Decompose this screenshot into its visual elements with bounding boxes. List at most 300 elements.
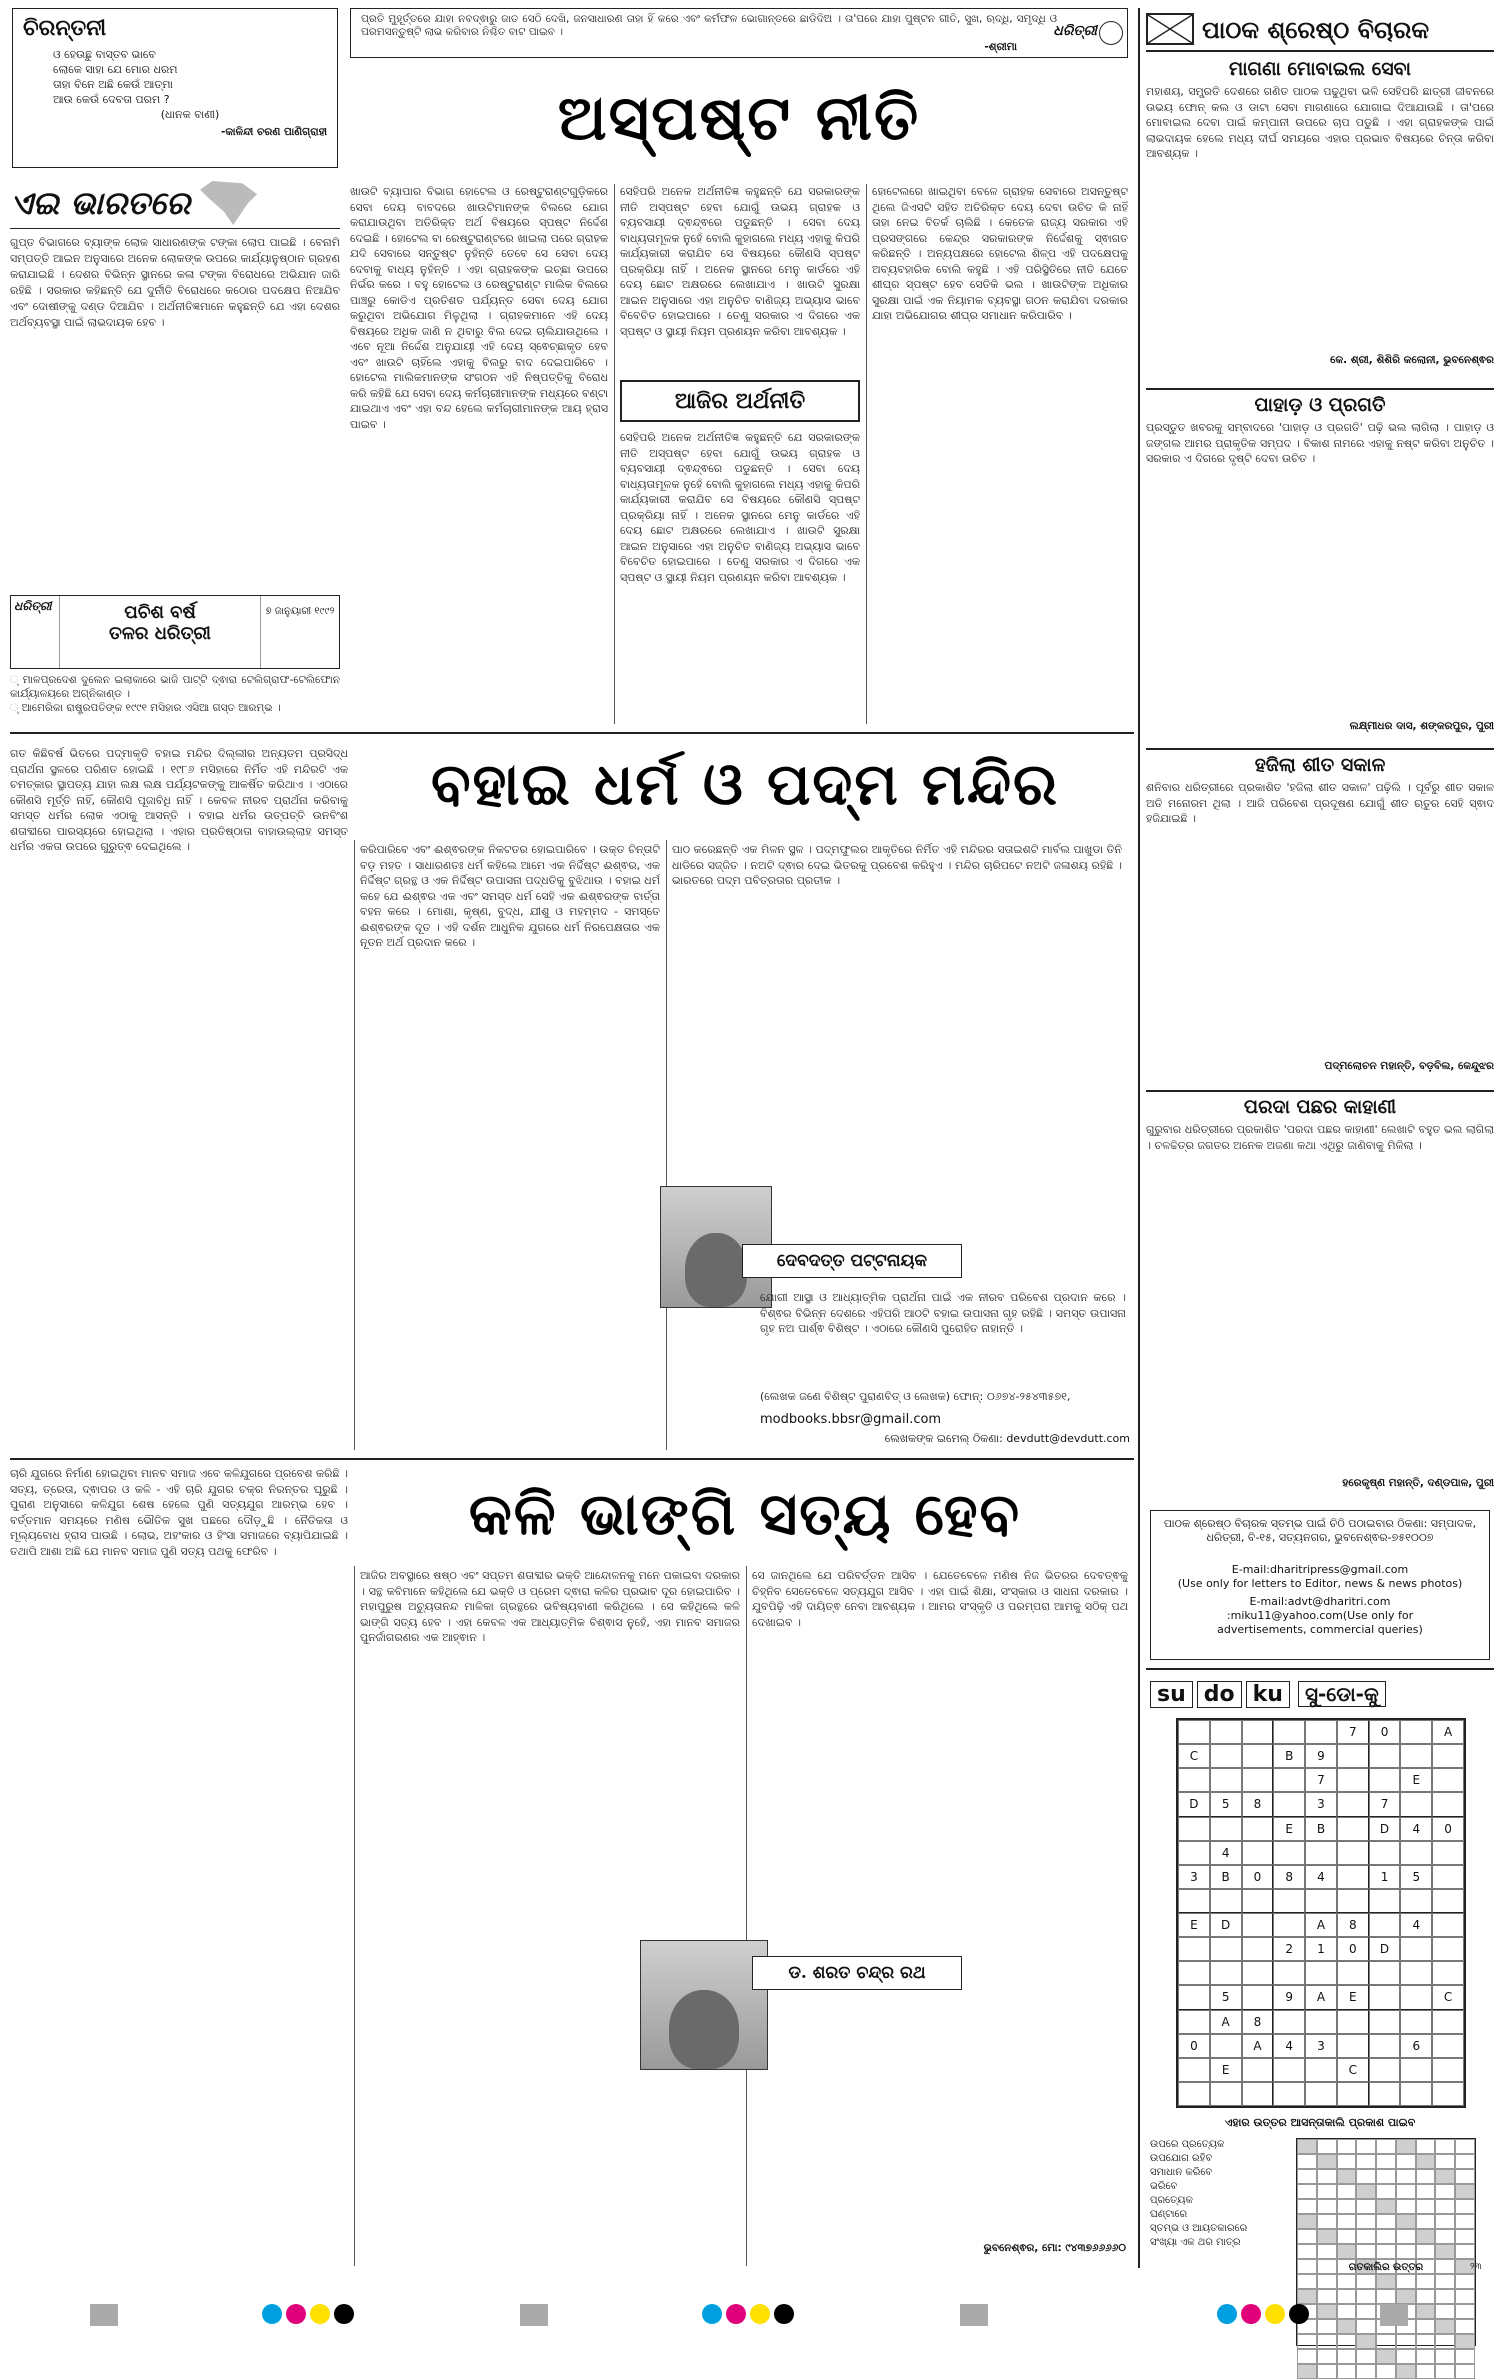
answer-cell <box>1416 2169 1436 2184</box>
quote-line: ଓ ହେଉଛୁ ବାସ୍ତବ ଭାବେ <box>53 48 156 61</box>
answer-cell <box>1376 2274 1396 2289</box>
answer-cell <box>1376 2184 1396 2199</box>
sudoku-cell[interactable]: 4 <box>1400 1817 1432 1841</box>
sudoku-cell[interactable] <box>1337 1792 1369 1816</box>
sudoku-cell[interactable] <box>1432 1792 1464 1816</box>
sudoku-cell[interactable] <box>1178 1841 1210 1865</box>
sudoku-cell[interactable] <box>1400 1937 1432 1961</box>
sudoku-cell[interactable] <box>1210 2034 1242 2058</box>
india-today-title: ଏଇ ଭାରତରେ <box>10 183 191 222</box>
answer-cell <box>1396 2334 1416 2349</box>
sudoku-cell[interactable] <box>1242 1841 1274 1865</box>
quote-strip <box>350 8 1128 58</box>
contact-email-1[interactable]: E-mail:dharitripress@gmail.com <box>1231 1563 1409 1576</box>
answer-cell <box>1416 2349 1436 2364</box>
sudoku-cell[interactable] <box>1242 1937 1274 1961</box>
column-rule <box>746 1566 747 2266</box>
sudoku-cell[interactable] <box>1337 1889 1369 1913</box>
column-rule <box>354 840 355 1450</box>
sudoku-cell[interactable] <box>1273 1768 1305 1792</box>
sudoku-cell[interactable] <box>1432 1913 1464 1937</box>
archive-title-line1: ପଚିଶ ବର୍ଷ <box>124 602 196 623</box>
sudoku-cell[interactable]: 4 <box>1273 2034 1305 2058</box>
sudoku-cell[interactable]: E <box>1210 2058 1242 2082</box>
answer-cell <box>1376 2229 1396 2244</box>
sudoku-cell[interactable] <box>1369 1961 1401 1985</box>
letter-title: ପରଦା ପଛର କାହାଣୀ <box>1243 1096 1397 1118</box>
sudoku-cell[interactable] <box>1369 1841 1401 1865</box>
sudoku-rules <box>1150 2138 1280 2250</box>
sudoku-cell[interactable] <box>1369 2010 1401 2034</box>
sun-icon <box>1099 21 1123 45</box>
answer-cell <box>1455 2334 1475 2349</box>
answer-cell <box>1455 2349 1475 2364</box>
sudoku-cell[interactable]: D <box>1178 1792 1210 1816</box>
sudoku-cell[interactable] <box>1273 1841 1305 1865</box>
sudoku-cell[interactable] <box>1369 2082 1401 2106</box>
answer-cell <box>1297 2199 1317 2214</box>
quote-line: ତାହା ବିନେ ଅଛି କେଉଁ ଆତ୍ମା <box>53 78 173 91</box>
sudoku-cell[interactable] <box>1400 1744 1432 1768</box>
answer-cell <box>1376 2199 1396 2214</box>
letter-body: ପ୍ରସ୍ତୁତ ଖବରକୁ ସମ୍ବାଦରେ 'ପାହାଡ଼ ଓ ପ୍ରଗତି' ପଢ଼ି ଭଲ ଲାଗିଲା । ପାହାଡ଼ ଓ ଜଙ୍ଗଲ ଆମର ପ୍ରାକୃତିକ ସମ୍ପଦ । ବିକାଶ ନାମରେ ଏହାକୁ ନଷ୍ଟ କରିବା ଅନୁଚିତ । ସରକାର ଏ ଦିଗରେ ଦୃଷ୍ଟି ଦେବା ଉଚିତ । <box>1146 421 1494 465</box>
sudoku-cell[interactable]: 3 <box>1178 1865 1210 1889</box>
sudoku-cell[interactable] <box>1432 1889 1464 1913</box>
sudoku-cell[interactable]: 0 <box>1337 1937 1369 1961</box>
letter-body: ମହାଶୟ, ସମ୍ପ୍ରତି ଦେଶରେ ଗଣିତ ପାଠକ ପଢୁଥିବା ଭଳି ସେହିପରି ଛାତ୍ରୀ ଜୀବନରେ ଉଭୟ ଫୋନ୍ କଲ ଓ ଡାଟା ସେବା ମାଗଣାରେ ଯୋଗାଇ ଦିଆଯାଉଛି । ତା'ପରେ ମୋବାଇଲ ଦେବା ପାଇଁ କମ୍ପାନୀ ଉପରେ ଚାପ ପଡୁଛି । ଏହା ଗ୍ରାହକଙ୍କ ପାଇଁ ଲାଭଦାୟକ ହେଲେ ମଧ୍ୟ ଦୀର୍ଘ ସମୟରେ ଏହାର ପ୍ରଭାବ ବିଷୟରେ ଚିନ୍ତା କରିବା ଆବଶ୍ୟକ । <box>1146 85 1494 160</box>
answer-cell <box>1416 2229 1436 2244</box>
sudoku-cell[interactable]: A <box>1305 1985 1337 2009</box>
sudoku-cell[interactable]: 8 <box>1337 1913 1369 1937</box>
answer-cell <box>1297 2244 1317 2259</box>
answer-cell <box>1356 2214 1376 2229</box>
yellow-dot <box>750 2304 770 2324</box>
sudoku-cell[interactable] <box>1337 1865 1369 1889</box>
sudoku-cell[interactable] <box>1305 1961 1337 1985</box>
sudoku-cell[interactable] <box>1432 2082 1464 2106</box>
answer-cell <box>1396 2139 1416 2154</box>
sudoku-cell[interactable] <box>1178 1720 1210 1744</box>
answer-cell <box>1416 2199 1436 2214</box>
archive-title <box>60 596 260 668</box>
sudoku-cell[interactable]: 0 <box>1369 1720 1401 1744</box>
feature1-contact-line: (ଲେଖକ ଜଣେ ବିଶିଷ୍ଟ ପୁରାଣବିତ୍ ଓ ଲେଖକ) ଫୋନ୍: ୦୬୭୪-୨୫୪୩୫୭୧, <box>760 1390 1071 1403</box>
black-dot <box>774 2304 794 2324</box>
answer-cell <box>1376 2244 1396 2259</box>
letter-byline: ଲକ୍ଷ୍ମୀଧର ଦାସ, ଶଙ୍କରପୁର, ପୁରୀ <box>1349 720 1494 732</box>
answer-cell <box>1317 2184 1337 2199</box>
answer-cell <box>1337 2349 1357 2364</box>
answer-cell <box>1455 2199 1475 2214</box>
sudoku-cell[interactable]: 8 <box>1242 1792 1274 1816</box>
sudoku-cell[interactable] <box>1273 2058 1305 2082</box>
sudoku-cell[interactable] <box>1178 1937 1210 1961</box>
sudoku-cell[interactable] <box>1210 1817 1242 1841</box>
answer-cell <box>1356 2154 1376 2169</box>
sudoku-answer-note: ଏହାର ଉତ୍ତର ଆସନ୍ତାକାଲି ପ୍ରକାଶ ପାଇବ <box>1224 2116 1416 2129</box>
sudoku-cell[interactable] <box>1432 2034 1464 2058</box>
sudoku-cell[interactable] <box>1305 1841 1337 1865</box>
answer-cell <box>1337 2274 1357 2289</box>
sudoku-cell[interactable]: 5 <box>1210 1792 1242 1816</box>
sudoku-cell[interactable] <box>1178 1768 1210 1792</box>
section-divider <box>10 1458 1134 1460</box>
answer-cell <box>1317 2199 1337 2214</box>
contact-email-2[interactable]: E-mail:advt@dharitri.com <box>1249 1595 1391 1608</box>
sudoku-cell[interactable]: 9 <box>1273 1985 1305 2009</box>
answer-cell <box>1337 2184 1357 2199</box>
answer-cell <box>1317 2154 1337 2169</box>
sudoku-cell[interactable] <box>1432 1744 1464 1768</box>
feature1-col-1: ଗତ କିଛିବର୍ଷ ଭିତରେ ପଦ୍ମାକୃତି ବହାଇ ମନ୍ଦିର ଦିଲ୍ଲୀର ଅନ୍ୟତମ ପ୍ରସିଦ୍ଧ ପ୍ରାର୍ଥନା ସ୍ଥଳରେ ପରିଣତ ହୋଇଛି । ୧୯୮୬ ମସିହାରେ ନିର୍ମିତ ଏହି ମନ୍ଦିରଟି ଏକ ଚମତ୍କାର ସ୍ଥାପତ୍ୟ ଯାହା ଲକ୍ଷ ଲକ୍ଷ ପର୍ଯ୍ୟଟକଙ୍କୁ ଆକର୍ଷିତ କରିଥାଏ । ଏଠାରେ କୌଣସି ମୂର୍ତ୍ତି ନାହିଁ, କୌଣସି ପୂଜାବିଧି ନାହିଁ । କେବଳ ନୀରବ ପ୍ରାର୍ଥନା କରିବାକୁ ସମସ୍ତ ଧର୍ମର ଲୋକ ଏଠାକୁ ଆସନ୍ତି । ବହାଇ ଧର୍ମର ଉତ୍ପତ୍ତି ଉନବିଂଶ ଶତାବ୍ଦୀରେ ପାରସ୍ୟରେ ହୋଇଥିଲା । ଏହାର ପ୍ରତିଷ୍ଠାତା ବାହାଉଲ୍ଲାହ ସମସ୍ତ ଧର୍ମର ଏକତା ଉପରେ ଗୁରୁତ୍ଵ ଦେଇଥିଲେ । <box>10 747 348 853</box>
sudoku-cell[interactable] <box>1400 1961 1432 1985</box>
sudoku-cell[interactable]: B <box>1273 1744 1305 1768</box>
answer-cell <box>1396 2364 1416 2379</box>
answer-cell <box>1317 2364 1337 2379</box>
letter-4 <box>1146 1096 1494 1501</box>
sudoku-cell[interactable]: D <box>1369 1817 1401 1841</box>
sudoku-cell[interactable]: 0 <box>1432 1817 1464 1841</box>
answer-cell <box>1356 2244 1376 2259</box>
sudoku-cell[interactable] <box>1210 1744 1242 1768</box>
divider <box>1146 1090 1494 1092</box>
sudoku-cell[interactable] <box>1400 1792 1432 1816</box>
letter-body: ଗୁରୁବାର ଧରିତ୍ରୀରେ ପ୍ରକାଶିତ 'ପରଦା ପଛର କାହାଣୀ' ଲେଖାଟି ବହୁତ ଭଲ ଲାଗିଲା । ଚଳଚ୍ଚିତ୍ର ଜଗତର ଅନେକ ଅଜଣା କଥା ଏଥିରୁ ଜାଣିବାକୁ ମିଳିଲା । <box>1146 1123 1494 1152</box>
feature2-col-2: ଆଜିର ଅବସ୍ଥାରେ ଷଷ୍ଠ ଏବଂ ସପ୍ତମ ଶତାବ୍ଦୀର ଭକ୍ତି ଆନ୍ଦୋଳନକୁ ମନେ ପକାଇବା ଦରକାର । ସନ୍ଥ କବିମାନେ କହିଥିଲେ ଯେ ଭକ୍ତି ଓ ପ୍ରେମ ଦ୍ଵାରା କଳିର ପ୍ରଭାବ ଦୂର ହୋଇପାରିବ । ମହାପୁରୁଷ ଅଚ୍ୟୁତାନନ୍ଦ ମାଳିକା ଗ୍ରନ୍ଥରେ ଭବିଷ୍ୟବାଣୀ କରିଥିଲେ । ସେ କହିଥିଲେ କଳି ଭାଙ୍ଗି ସତ୍ୟ ହେବ । ଏହା କେବଳ ଏକ ଆଧ୍ୟାତ୍ମିକ ବିଶ୍ଵାସ ନୁହେଁ, ଏହା ମାନବ ସମାଜର ପୁନର୍ଜାଗରଣର ଏକ ଆହ୍ଵାନ । <box>360 1569 740 1644</box>
answer-cell <box>1435 2274 1455 2289</box>
column-rule <box>614 184 615 724</box>
sudoku-cell[interactable] <box>1242 1889 1274 1913</box>
sudoku-cell[interactable]: 7 <box>1337 1720 1369 1744</box>
contact-box <box>1150 1510 1490 1660</box>
sudoku-cell[interactable] <box>1273 1913 1305 1937</box>
sudoku-cell[interactable] <box>1337 1961 1369 1985</box>
black-dot <box>1289 2304 1309 2324</box>
sudoku-cell[interactable] <box>1178 2010 1210 2034</box>
sudoku-cell[interactable] <box>1400 1889 1432 1913</box>
sudoku-cell[interactable] <box>1337 1768 1369 1792</box>
editorial-subhead-text: ଆଜିର ଅର୍ଥନୀତି <box>674 388 806 414</box>
answer-cell <box>1337 2364 1357 2379</box>
sudoku-cell[interactable]: A <box>1432 1720 1464 1744</box>
answer-cell <box>1356 2274 1376 2289</box>
answer-cell <box>1455 2139 1475 2154</box>
chirantani-author: -କାଳିନ୍ଦୀ ଚରଣ ପାଣିଗ୍ରାହୀ <box>221 126 327 138</box>
cyan-dot <box>702 2304 722 2324</box>
sudoku-cell[interactable] <box>1337 1817 1369 1841</box>
sudoku-cell[interactable] <box>1400 2058 1432 2082</box>
yellow-dot <box>310 2304 330 2324</box>
sudoku-cell[interactable]: 4 <box>1305 1865 1337 1889</box>
contact-email-3[interactable]: :miku11@yahoo.com(Use only for <box>1226 1609 1414 1622</box>
india-today-banner <box>10 178 340 229</box>
sudoku-cell[interactable] <box>1337 2010 1369 2034</box>
sudoku-cell[interactable] <box>1337 1841 1369 1865</box>
answer-cell <box>1317 2349 1337 2364</box>
feature1-author-email[interactable]: ଲେଖକଙ୍କ ଇମେଲ୍ ଠିକଣା: devdutt@devdutt.com <box>884 1432 1130 1445</box>
sudoku-cell[interactable] <box>1400 1720 1432 1744</box>
answer-cell <box>1337 2154 1357 2169</box>
sudoku-cell[interactable] <box>1242 1961 1274 1985</box>
sudoku-cell[interactable]: D <box>1369 1937 1401 1961</box>
sudoku-cell[interactable] <box>1210 2082 1242 2106</box>
sudoku-cell[interactable] <box>1210 1961 1242 1985</box>
answer-cell <box>1297 2154 1317 2169</box>
letters-header <box>1146 8 1494 52</box>
sudoku-cell[interactable]: E <box>1273 1817 1305 1841</box>
sudoku-cell[interactable]: C <box>1178 1744 1210 1768</box>
page-number: ୨୩ <box>1470 2262 1482 2272</box>
sudoku-cell[interactable]: 6 <box>1400 2034 1432 2058</box>
contact-email-1-note: (Use only for letters to Editor, news & news photos) <box>1177 1577 1463 1590</box>
sudoku-cell[interactable] <box>1337 1744 1369 1768</box>
sudoku-cell[interactable] <box>1273 1720 1305 1744</box>
registration-block <box>90 2304 118 2326</box>
archive-header <box>10 595 340 669</box>
sudoku-cell[interactable] <box>1178 1985 1210 2009</box>
sudoku-cell[interactable]: 3 <box>1305 1792 1337 1816</box>
sudoku-cell[interactable] <box>1337 2034 1369 2058</box>
sudoku-cell[interactable]: 8 <box>1242 2010 1274 2034</box>
answer-cell <box>1297 2274 1317 2289</box>
sudoku-cell[interactable] <box>1178 2082 1210 2106</box>
chirantani-title: ଚିରନ୍ତନୀ <box>23 15 107 41</box>
sudoku-odia: ସୁ-ଡୋ-କୁ <box>1298 1681 1386 1707</box>
sudoku-cell[interactable]: 4 <box>1210 1841 1242 1865</box>
feature2-headline: କଳି ଭାଙ୍ଗି ସତ୍ୟ ହେବ <box>468 1480 1022 1548</box>
sudoku-rule: ସମାଧାନ କରିବେ <box>1150 2167 1213 2178</box>
archive-date: ୭ ଜାନୁୟାରୀ ୧୯୯୨ <box>260 596 339 668</box>
sudoku-rule: ସ୍ତମ୍ଭ ଓ ଆୟତକାରରେ <box>1150 2223 1248 2234</box>
sudoku-cell[interactable]: 9 <box>1305 1744 1337 1768</box>
sudoku-cell[interactable]: C <box>1337 2058 1369 2082</box>
sudoku-cell[interactable] <box>1369 1889 1401 1913</box>
editorial-subhead <box>620 380 860 422</box>
divider <box>1146 748 1494 750</box>
answer-cell <box>1356 2199 1376 2214</box>
sudoku-cell[interactable] <box>1305 1720 1337 1744</box>
divider <box>1146 388 1494 390</box>
sudoku-cell[interactable] <box>1242 2082 1274 2106</box>
contact-intro: ପାଠକ ଶ୍ରେଷ୍ଠ ବିଚାରକ ସ୍ତମ୍ଭ ପାଇଁ ଚିଠି ପଠାଇବାର ଠିକଣା: ସମ୍ପାଦକ, ଧରିତ୍ରୀ, ବି-୧୫, ସତ୍ୟନଗର, ଭୁବନେଶ୍ଵର-୭୫୧୦୦୭ <box>1163 1517 1477 1544</box>
color-dots <box>700 2304 796 2328</box>
answer-cell <box>1396 2349 1416 2364</box>
right-column-rule <box>1138 8 1140 2268</box>
archive-item: ୍ ଆମେରିକା ରାଷ୍ଟ୍ରପତିଙ୍କ ୧୯୯୧ ମସିହାର ଏସିଆ ଗସ୍ତ ଆରମ୍ଭ । <box>10 702 281 714</box>
sudoku-cell[interactable] <box>1400 2010 1432 2034</box>
sudoku-cell[interactable] <box>1273 1889 1305 1913</box>
sudoku-cell[interactable]: 1 <box>1305 1937 1337 1961</box>
letter-byline: କେ. ଶ୍ରୀ, ଶିଶିରି କଲୋନୀ, ଭୁବନେଶ୍ଵର <box>1330 354 1494 366</box>
section-divider <box>10 732 1134 734</box>
answer-cell <box>1317 2274 1337 2289</box>
sudoku-cell[interactable] <box>1432 1937 1464 1961</box>
sudoku-cell[interactable] <box>1400 1985 1432 2009</box>
feature1-headline: ବହାଇ ଧର୍ମ ଓ ପଦ୍ମ ମନ୍ଦିର <box>431 750 1059 818</box>
sudoku-cell[interactable] <box>1178 1961 1210 1985</box>
sudoku-ku: ku <box>1246 1681 1290 1708</box>
sudoku-cell[interactable] <box>1178 1889 1210 1913</box>
letter-3 <box>1146 754 1494 1084</box>
answer-cell <box>1455 2184 1475 2199</box>
sudoku-cell[interactable]: 0 <box>1242 1865 1274 1889</box>
sudoku-cell[interactable] <box>1210 1889 1242 1913</box>
sudoku-cell[interactable] <box>1432 2058 1464 2082</box>
magenta-dot <box>726 2304 746 2324</box>
sudoku-cell[interactable] <box>1400 2082 1432 2106</box>
sudoku-cell[interactable] <box>1305 2058 1337 2082</box>
sudoku-cell[interactable] <box>1432 1961 1464 1985</box>
feature2-author: ଡ. ଶରତ ଚନ୍ଦ୍ର ରଥ <box>752 1956 962 1990</box>
answer-cell <box>1435 2229 1455 2244</box>
sudoku-cell[interactable] <box>1273 2082 1305 2106</box>
sudoku-cell[interactable] <box>1369 1768 1401 1792</box>
sudoku-cell[interactable]: A <box>1210 2010 1242 2034</box>
answer-cell <box>1396 2169 1416 2184</box>
sudoku-rule: ଉପରେ ପ୍ରତ୍ୟେକ <box>1150 2139 1225 2150</box>
answer-cell <box>1297 2214 1317 2229</box>
india-map-icon <box>200 181 260 225</box>
answer-cell <box>1416 2214 1436 2229</box>
color-dots <box>260 2304 356 2328</box>
sudoku-cell[interactable]: E <box>1337 1985 1369 2009</box>
sudoku-cell[interactable] <box>1305 2082 1337 2106</box>
editorial-headline: ଅସ୍ପଷ୍ଟ ନୀତି <box>557 81 921 154</box>
answer-cell <box>1435 2184 1455 2199</box>
answer-cell <box>1396 2184 1416 2199</box>
feature1-email[interactable]: modbooks.bbsr@gmail.com <box>760 1412 942 1427</box>
sudoku-cell[interactable] <box>1369 1985 1401 2009</box>
india-today-body: ଗୁପ୍ତ ବିଭାଗରେ ବ୍ୟାଙ୍କ ଲୋକ ସାଧାରଣଙ୍କ ଟଙ୍କା ଲୋପ ପାଇଛି । ବେନାମି ସମ୍ପତ୍ତି ଆଇନ ଅନୁସାରେ ଅନେକ ଲୋକଙ୍କ ଉପରେ କାର୍ଯ୍ୟାନୁଷ୍ଠାନ ଗ୍ରହଣ କରାଯାଇଛି । ଦେଶର ବିଭିନ୍ନ ସ୍ଥାନରେ କଳା ଟଙ୍କା ବିରୋଧରେ ଅଭିଯାନ ଜାରି ରହିଛି । ସରକାର କହିଛନ୍ତି ଯେ ଦୁର୍ନୀତି ବିରୋଧରେ କଠୋର ପଦକ୍ଷେପ ନିଆଯିବ ଏବଂ ଦୋଷୀଙ୍କୁ ଦଣ୍ଡ ଦିଆଯିବ । ଅର୍ଥନୀତିଜ୍ଞମାନେ କହୁଛନ୍ତି ଯେ ଏହା ଦେଶର ଅର୍ଥବ୍ୟବସ୍ଥା ପାଇଁ ଲାଭଦାୟକ ହେବ । <box>10 236 340 329</box>
answer-cell <box>1455 2214 1475 2229</box>
sudoku-cell[interactable]: 3 <box>1305 2034 1337 2058</box>
registration-block <box>960 2304 988 2326</box>
answer-cell <box>1416 2139 1436 2154</box>
sudoku-cell[interactable] <box>1242 1913 1274 1937</box>
letter-body: ଶନିବାର ଧରିତ୍ରୀରେ ପ୍ରକାଶିତ 'ହଜିଲା ଶୀତ ସକାଳ' ପଢ଼ିଲି । ପୂର୍ବରୁ ଶୀତ ସକାଳ ଅତି ମନୋରମ ଥିଲା । ଆଜି ପରିବେଶ ପ୍ରଦୂଷଣ ଯୋଗୁଁ ଶୀତ ଋତୁର ସେହି ସ୍ଵାଦ ହଜିଯାଇଛି । <box>1146 781 1494 825</box>
sudoku-cell[interactable] <box>1242 1817 1274 1841</box>
column-rule <box>354 1566 355 2266</box>
sudoku-cell[interactable]: B <box>1210 1865 1242 1889</box>
feature2-col-1: ଚାରି ଯୁଗରେ ନିର୍ମାଣ ହୋଇଥିବା ମାନବ ସମାଜ ଏବେ କଳିଯୁଗରେ ପ୍ରବେଶ କରିଛି । ସତ୍ୟ, ତ୍ରେତା, ଦ୍ଵାପର ଓ କଳି - ଏହି ଚାରି ଯୁଗର ଚକ୍ର ନିରନ୍ତର ଘୂରୁଛି । ପୁରାଣ ଅନୁସାରେ କଳିଯୁଗ ଶେଷ ହେଲେ ପୁଣି ସତ୍ୟଯୁଗ ଆରମ୍ଭ ହେବ । ବର୍ତ୍ତମାନ ସମୟରେ ମଣିଷ ଭୌତିକ ସୁଖ ପଛରେ ଦୌଡ଼ୁଛି । ନୈତିକତା ଓ ମୂଲ୍ୟବୋଧ ହ୍ରାସ ପାଉଛି । ଲୋଭ, ଅହଂକାର ଓ ହିଂସା ସମାଜରେ ବ୍ୟାପିଯାଇଛି । ତଥାପି ଆଶା ଅଛି ଯେ ମାନବ ସମାଜ ପୁଣି ସତ୍ୟ ପଥକୁ ଫେରିବ । <box>10 1467 348 1558</box>
answer-cell <box>1337 2139 1357 2154</box>
sudoku-cell[interactable]: E <box>1400 1768 1432 1792</box>
sudoku-cell[interactable] <box>1369 2034 1401 2058</box>
registration-strip <box>0 2300 1500 2330</box>
answer-cell <box>1297 2364 1317 2379</box>
sudoku-cell[interactable] <box>1210 1768 1242 1792</box>
answer-cell <box>1337 2199 1357 2214</box>
sudoku-cell[interactable] <box>1273 1961 1305 1985</box>
sudoku-cell[interactable]: A <box>1242 2034 1274 2058</box>
sudoku-cell[interactable] <box>1210 1720 1242 1744</box>
archive-box <box>10 595 340 725</box>
answer-cell <box>1376 2169 1396 2184</box>
answer-cell <box>1416 2244 1436 2259</box>
answer-cell <box>1435 2334 1455 2349</box>
envelope-icon <box>1146 13 1194 45</box>
letter-1 <box>1146 58 1494 383</box>
sudoku-cell[interactable] <box>1432 2010 1464 2034</box>
answer-cell <box>1317 2334 1337 2349</box>
sudoku-cell[interactable] <box>1242 2058 1274 2082</box>
feature1-col-2: କରିପାରିବେ ଏବଂ ଈଶ୍ଵରଙ୍କ ନିକଟତର ହୋଇପାରିବେ । ଉକ୍ତ ଚିନ୍ତାଟି ବଡ଼ ମହତ । ସାଧାରଣତଃ ଧର୍ମ କହିଲେ ଆମେ ଏକ ନିର୍ଦ୍ଦିଷ୍ଟ ଈଶ୍ଵର, ଏକ ନିର୍ଦ୍ଦିଷ୍ଟ ଗ୍ରନ୍ଥ ଓ ଏକ ନିର୍ଦ୍ଦିଷ୍ଟ ଉପାସନା ପଦ୍ଧତିକୁ ବୁଝିଥାଉ । ବହାଇ ଧର୍ମ କହେ ଯେ ଈଶ୍ଵର ଏକ ଏବଂ ସମସ୍ତ ଧର୍ମ ସେହି ଏକ ଈଶ୍ଵରଙ୍କ ବାର୍ତ୍ତା ବହନ କରେ । ମୋଶା, କୃଷ୍ଣ, ବୁଦ୍ଧ, ଯୀଶୁ ଓ ମହମ୍ମଦ - ସମସ୍ତେ ଈଶ୍ଵରଙ୍କ ଦୂତ । ଏହି ଦର୍ଶନ ଆଧୁନିକ ଯୁଗରେ ଧର୍ମ ନିରପେକ୍ଷତାର ଏକ ନୂତନ ଅର୍ଥ ପ୍ରଦାନ କରେ । <box>360 843 660 949</box>
sudoku-cell[interactable] <box>1369 1913 1401 1937</box>
sudoku-cell[interactable] <box>1305 1889 1337 1913</box>
sudoku-cell[interactable] <box>1305 2010 1337 2034</box>
answer-cell <box>1396 2274 1416 2289</box>
sudoku-cell[interactable]: B <box>1305 1817 1337 1841</box>
yellow-dot <box>1265 2304 1285 2324</box>
answer-cell <box>1376 2154 1396 2169</box>
answer-cell <box>1297 2184 1317 2199</box>
sudoku-cell[interactable] <box>1369 1744 1401 1768</box>
sudoku-cell[interactable] <box>1242 1768 1274 1792</box>
sudoku-cell[interactable] <box>1400 1841 1432 1865</box>
sudoku-cell[interactable]: 0 <box>1178 2034 1210 2058</box>
answer-cell <box>1297 2169 1317 2184</box>
answer-cell <box>1356 2364 1376 2379</box>
sudoku-cell[interactable]: A <box>1305 1913 1337 1937</box>
sudoku-cell[interactable] <box>1273 2010 1305 2034</box>
sudoku-cell[interactable] <box>1432 1768 1464 1792</box>
sudoku-cell[interactable]: 2 <box>1273 1937 1305 1961</box>
letter-2 <box>1146 394 1494 744</box>
letter-title: ପାହାଡ଼ ଓ ପ୍ରଗତି <box>1254 394 1386 416</box>
sudoku-cell[interactable]: 7 <box>1369 1792 1401 1816</box>
sudoku-cell[interactable]: 5 <box>1210 1985 1242 2009</box>
answer-cell <box>1356 2229 1376 2244</box>
sudoku-cell[interactable]: 7 <box>1305 1768 1337 1792</box>
answer-cell <box>1297 2139 1317 2154</box>
answer-cell <box>1376 2214 1396 2229</box>
sudoku-cell[interactable]: 1 <box>1369 1865 1401 1889</box>
sudoku-cell[interactable] <box>1369 2058 1401 2082</box>
answer-cell <box>1455 2169 1475 2184</box>
editorial-col-2b: ସେହିପରି ଅନେକ ଅର୍ଥନୀତିଜ୍ଞ କହୁଛନ୍ତି ଯେ ସରକାରଙ୍କ ନୀତି ଅସ୍ପଷ୍ଟ ହେବା ଯୋଗୁଁ ଉଭୟ ଗ୍ରାହକ ଓ ବ୍ୟବସାୟୀ ଦ୍ଵନ୍ଦ୍ଵରେ ପଡୁଛନ୍ତି । ସେବା ଦେୟ ବାଧ୍ୟତାମୂଳକ ନୁହେଁ ବୋଲି କୁହାଗଲେ ମଧ୍ୟ ଏହାକୁ କିପରି କାର୍ଯ୍ୟକାରୀ କରାଯିବ ସେ ବିଷୟରେ କୌଣସି ସ୍ପଷ୍ଟ ପ୍ରକ୍ରିୟା ନାହିଁ । ଅନେକ ସ୍ଥାନରେ ମେନୁ କାର୍ଡରେ ଏହି ଦେୟ ଛୋଟ ଅକ୍ଷରରେ ଲେଖାଯାଏ । ଖାଉଟି ସୁରକ୍ଷା ଆଇନ ଅନୁସାରେ ଏହା ଅନୁଚିତ ବାଣିଜ୍ୟ ଅଭ୍ୟାସ ଭାବେ ବିବେଚିତ ହୋଇପାରେ । ତେଣୁ ସରକାର ଏ ଦିଗରେ ଏକ ସ୍ପଷ୍ଟ ଓ ସ୍ଥାୟୀ ନିୟମ ପ୍ରଣୟନ କରିବା ଆବଶ୍ୟକ । <box>620 431 860 584</box>
sudoku-cell[interactable] <box>1432 1865 1464 1889</box>
sudoku-cell[interactable] <box>1242 1744 1274 1768</box>
answer-cell <box>1356 2139 1376 2154</box>
sudoku-cell[interactable] <box>1337 2082 1369 2106</box>
sudoku-cell[interactable] <box>1273 1792 1305 1816</box>
sudoku-cell[interactable]: C <box>1432 1985 1464 2009</box>
sudoku-cell[interactable]: 5 <box>1400 1865 1432 1889</box>
answer-cell <box>1356 2169 1376 2184</box>
sudoku-cell[interactable] <box>1432 1841 1464 1865</box>
feature1-author: ଦେବଦତ୍ତ ପଟ୍ଟନାୟକ <box>742 1244 962 1278</box>
sudoku-cell[interactable]: 4 <box>1400 1913 1432 1937</box>
sudoku-cell[interactable] <box>1178 1817 1210 1841</box>
sudoku-cell[interactable]: E <box>1178 1913 1210 1937</box>
sudoku-cell[interactable]: D <box>1210 1913 1242 1937</box>
sudoku-rule: ସଂଖ୍ୟା ଏକ ଥର ମାତ୍ର <box>1150 2237 1241 2248</box>
sudoku-puzzle-grid[interactable] <box>1176 1718 1466 2108</box>
answer-cell <box>1297 2334 1317 2349</box>
answer-cell <box>1376 2349 1396 2364</box>
sudoku-cell[interactable]: 8 <box>1273 1865 1305 1889</box>
chirantani-lines <box>53 47 327 122</box>
sudoku-cell[interactable] <box>1242 1985 1274 2009</box>
answer-cell <box>1435 2349 1455 2364</box>
archive-brand-mark: ଧରିତ୍ରୀ <box>11 596 60 668</box>
answer-cell <box>1455 2154 1475 2169</box>
sudoku-cell[interactable] <box>1242 1720 1274 1744</box>
sudoku-cell[interactable] <box>1210 1937 1242 1961</box>
sudoku-cell[interactable] <box>1178 2058 1210 2082</box>
archive-item: ୍ ମାଳପ୍ରଦେଶ ଦୁଲେନ ଇଲାକାରେ ଭାଜି ପାଟ୍ଟି ଦ୍ଵାରା ଟେଲିଗ୍ରାଫ-ଟେଲିଫୋନ କାର୍ଯ୍ୟାଳୟରେ ଅଗ୍ନିକାଣ୍ଡ । <box>10 674 340 701</box>
answer-cell <box>1455 2274 1475 2289</box>
